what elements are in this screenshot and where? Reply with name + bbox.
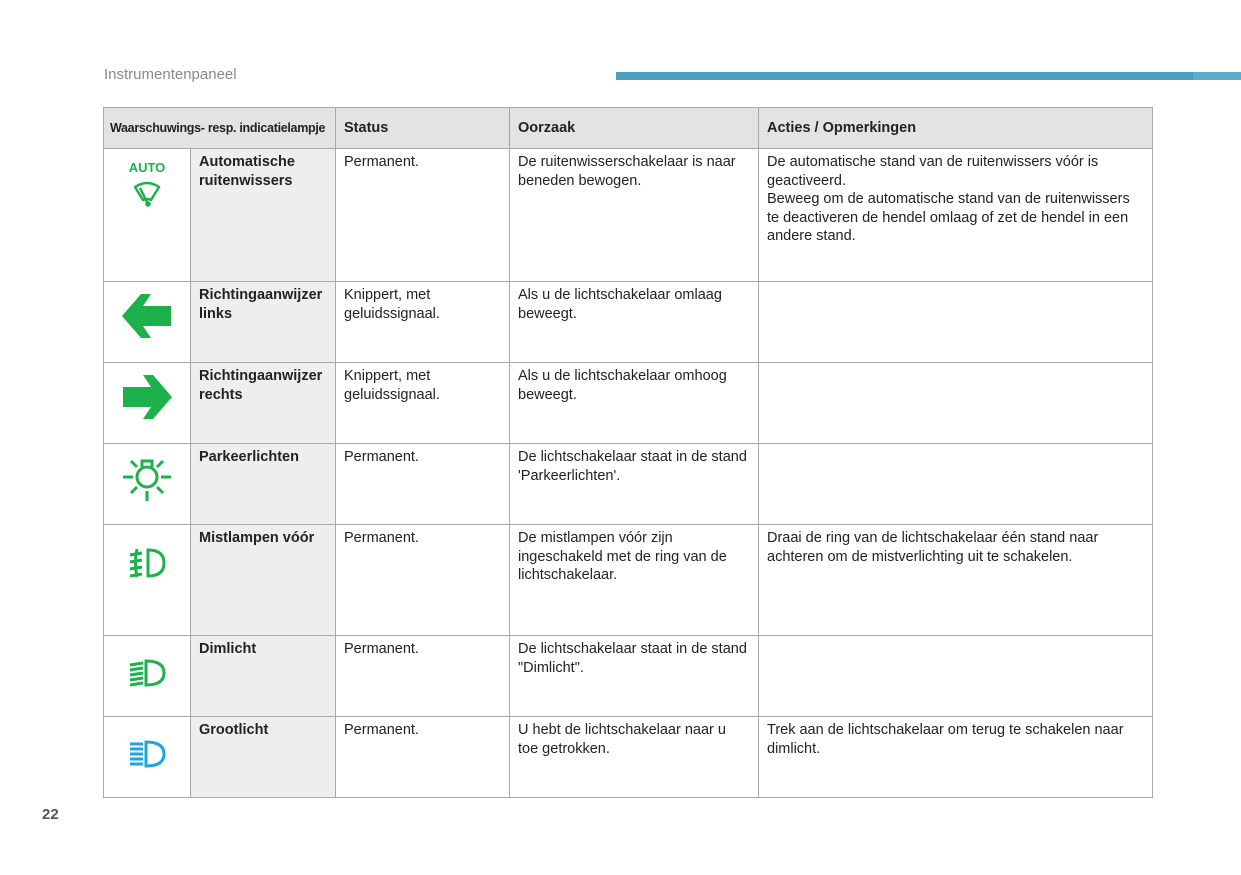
table-row [104, 525, 1153, 636]
col-header-cause: Oorzaak [510, 108, 759, 149]
cause-cell: De lichtschakelaar staat in de stand "Dimlicht". [510, 636, 759, 717]
action-cell [759, 444, 1153, 525]
section-title: Instrumentenpaneel [104, 66, 237, 83]
lamp-name: Dimlicht [191, 636, 336, 717]
page-number: 22 [42, 806, 59, 823]
table-row [104, 149, 1153, 282]
lamp-name: Richtingaanwijzer rechts [191, 363, 336, 444]
action-cell: Draai de ring van de lichtschakelaar één stand naar achteren om de mistverlichting uit te schakelen. [759, 525, 1153, 636]
arrow-right-icon [104, 363, 191, 444]
action-cell [759, 282, 1153, 363]
status-cell: Permanent. [336, 149, 510, 282]
cause-cell: De lichtschakelaar staat in de stand 'Parkeerlichten'. [510, 444, 759, 525]
status-cell: Permanent. [336, 525, 510, 636]
table-header [104, 108, 1153, 149]
cause-cell: Als u de lichtschakelaar omhoog beweegt. [510, 363, 759, 444]
table-row [104, 717, 1153, 798]
action-cell [759, 363, 1153, 444]
table-row [104, 363, 1153, 444]
front-fog-lamp-icon [104, 525, 191, 636]
table-row [104, 636, 1153, 717]
auto-wiper-icon [104, 149, 191, 282]
arrow-left-icon [104, 282, 191, 363]
action-cell [759, 636, 1153, 717]
auto-label: AUTO [128, 160, 166, 175]
lamp-name: Automatische ruitenwissers [191, 149, 336, 282]
table-row [104, 282, 1153, 363]
header-bar [616, 72, 1241, 80]
warning-lights-table [103, 107, 1153, 798]
lamp-name: Richtingaanwijzer links [191, 282, 336, 363]
col-header-action: Acties / Opmerkingen [759, 108, 1153, 149]
status-cell: Knippert, met geluidssignaal. [336, 282, 510, 363]
cause-cell: Als u de lichtschakelaar omlaag beweegt. [510, 282, 759, 363]
action-cell: De automatische stand van de ruitenwissers vóór is geactiveerd. Beweeg om de automatische stand van de ruitenwissers te deactiveren de hendel omlaag of zet de hendel in een andere stand. [759, 149, 1153, 282]
lamp-name: Grootlicht [191, 717, 336, 798]
main-beam-icon [104, 717, 191, 798]
status-cell: Knippert, met geluidssignaal. [336, 363, 510, 444]
cause-cell: De ruitenwisserschakelaar is naar beneden bewogen. [510, 149, 759, 282]
col-header-status: Status [336, 108, 510, 149]
status-cell: Permanent. [336, 444, 510, 525]
parking-lights-icon [104, 444, 191, 525]
cause-cell: De mistlampen vóór zijn ingeschakeld met de ring van de lichtschakelaar. [510, 525, 759, 636]
header-bar-end [1193, 72, 1241, 80]
status-cell: Permanent. [336, 636, 510, 717]
lamp-name: Mistlampen vóór [191, 525, 336, 636]
col-header-lamp: Waarschuwings- resp. indicatielampje [104, 108, 336, 149]
table-row [104, 444, 1153, 525]
status-cell: Permanent. [336, 717, 510, 798]
action-cell: Trek aan de lichtschakelaar om terug te schakelen naar dimlicht. [759, 717, 1153, 798]
lamp-name: Parkeerlichten [191, 444, 336, 525]
dipped-beam-icon [104, 636, 191, 717]
cause-cell: U hebt de lichtschakelaar naar u toe getrokken. [510, 717, 759, 798]
